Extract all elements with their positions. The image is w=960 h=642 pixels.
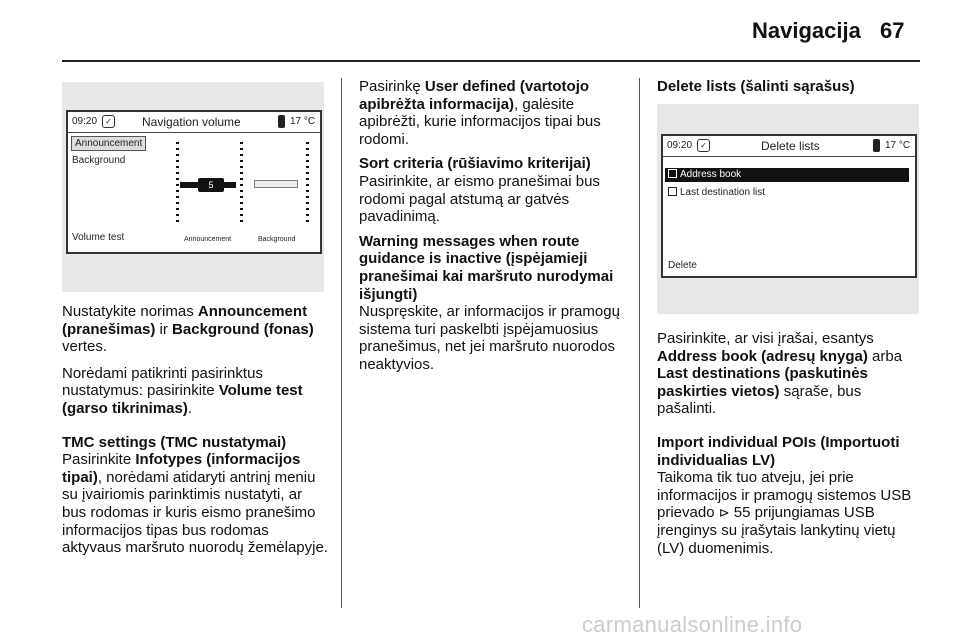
- column-divider: [639, 78, 640, 608]
- delete-lists-figure: [657, 104, 919, 314]
- thermometer-icon: [278, 115, 285, 128]
- page-number: 67: [880, 18, 905, 43]
- section-heading: Sort criteria (rūšiavimo kriterijai): [359, 155, 591, 173]
- section-heading: Delete lists (šalinti sąrašus): [657, 78, 855, 95]
- section-heading: Import individual POIs (Importuoti individualias LV): [657, 433, 900, 469]
- column-label-announcement: Announcement: [184, 236, 232, 243]
- navigation-volume-screen: [66, 110, 322, 254]
- menu-item-announcement[interactable]: Announcement: [71, 136, 146, 151]
- list-item-label: Address book: [680, 169, 742, 180]
- paragraph: Pasirinkite, ar visi įrašai, esantys Address book (adresų knyga) arba Last destinations (paskutinės paskirties vietos) sąraše, bus pašalinti.: [657, 330, 903, 418]
- section-heading: TMC settings (TMC nustatymai): [62, 433, 287, 451]
- delete-button[interactable]: Delete: [668, 260, 697, 271]
- scale-dots: [176, 142, 179, 222]
- list-item-address-book[interactable]: [665, 168, 909, 182]
- column-divider: [341, 78, 342, 608]
- background-slider[interactable]: [254, 180, 298, 188]
- nav-mode-icon: ✓: [102, 115, 115, 128]
- navigation-volume-figure: [62, 82, 324, 292]
- page-reference[interactable]: 55: [729, 504, 751, 522]
- clock-time: 09:20: [72, 116, 98, 127]
- screen-status-bar: [68, 112, 320, 133]
- list-item-label: Last destination list: [680, 187, 766, 198]
- column-label-background: Background: [258, 236, 296, 243]
- clock-time: 09:20: [667, 140, 693, 151]
- checkbox-checked-icon[interactable]: [668, 169, 677, 178]
- paragraph: Taikoma tik tuo atveju, jei prie informacijos ir pramogų sistemos USB prievado ⊳ 55 prijungiamas USB įrenginys su įrašytais lankytinų vietų (LV) duomenimis.: [657, 469, 912, 557]
- column-2: [359, 78, 627, 383]
- scale-dots: [240, 142, 243, 222]
- temperature: 17 °C: [885, 140, 911, 151]
- announcement-slider-knob[interactable]: 5: [198, 178, 224, 192]
- checkbox-icon[interactable]: [668, 187, 677, 196]
- paragraph: Nuspręskite, ar informacijos ir pramogų sistema turi paskelbti įspėjamuosius pranešimus, net jei maršruto nuorodos neaktyvios.: [359, 303, 620, 373]
- paragraph: Pasirinkite, ar eismo pranešimai bus rodomi pagal atstumą ar gatvės pavadinimą.: [359, 172, 600, 226]
- watermark: carmanualsonline.info: [582, 612, 803, 637]
- column-3-heading: [657, 78, 919, 96]
- paragraph: Nustatykite norimas Announcement (pranešimas) ir Background (fonas) vertes.: [62, 303, 314, 356]
- page-header-title: Navigacija: [752, 18, 861, 43]
- temperature: 17 °C: [290, 116, 316, 127]
- menu-item-background[interactable]: Background: [72, 155, 126, 166]
- screen-title: Navigation volume: [142, 115, 241, 129]
- section-heading: Warning messages when route guidance is inactive (įspėjamieji pranešimai kai maršruto nurodymai išjungti): [359, 232, 614, 303]
- paragraph: Norėdami patikrinti pasirinktus nustatymus: pasirinkite Volume test (garso tikrinimas).: [62, 364, 303, 417]
- menu-item-volume-test[interactable]: Volume test: [72, 232, 125, 243]
- list-item-last-destination[interactable]: [668, 187, 765, 198]
- page-reference-arrow-icon: ⊳: [718, 505, 730, 521]
- column-3: [657, 330, 919, 566]
- screen-status-bar: [663, 136, 915, 157]
- screen-title: Delete lists: [761, 139, 820, 153]
- paragraph: Pasirinkite Infotypes (informacijos tipai), norėdami atidaryti antrinį meniu su įvairiomis parinktimis nustatyti, ar bus rodomas ir kuris eismo pranešimo informacijos tipas bus rodomas aktyvaus maršruto nuorodų žemėlapyje.: [62, 451, 328, 557]
- scale-dots: [306, 142, 309, 222]
- nav-mode-icon: ✓: [697, 139, 710, 152]
- column-1: [62, 303, 330, 566]
- thermometer-icon: [873, 139, 880, 152]
- delete-lists-screen: [661, 134, 917, 278]
- header-rule: [62, 60, 920, 62]
- paragraph: Pasirinkę User defined (vartotojo apibrėžta informacija), galėsite apibrėžti, kurie informacijos tipai bus rodomi.: [359, 78, 601, 148]
